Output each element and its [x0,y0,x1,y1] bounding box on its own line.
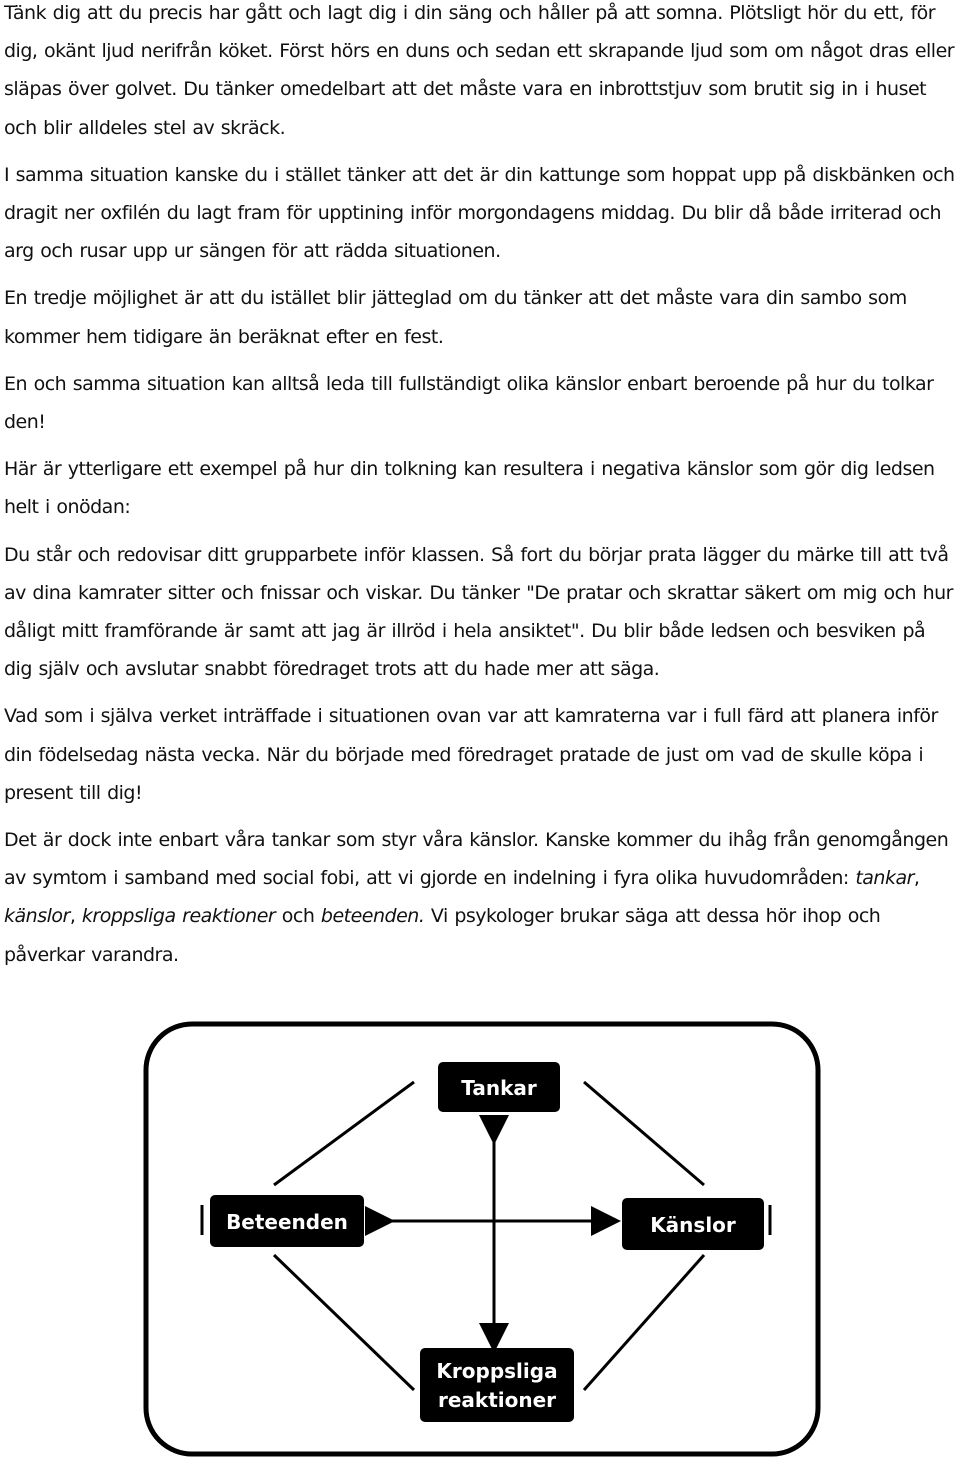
paragraph-8-part1: Det är dock inte enbart våra tankar som styr våra känslor. Kanske kommer du ihåg från genomgången av symtom i samband med social fobi, att vi gjorde en indelning i fyra olika huvudområden: [4,829,949,890]
four-areas-diagram [142,1020,824,1460]
separator-2: , [69,905,82,928]
separator-3: och [275,905,321,928]
paragraph-8 [4,821,958,974]
label-kroppsliga: Kroppsliga [436,1359,558,1383]
term-beteenden: beteenden. [320,905,425,928]
label-reaktioner: reaktioner [437,1388,557,1412]
document-page [4,0,958,989]
separator-1: , [913,867,920,890]
connector-bottom-right [584,1255,704,1390]
label-beteenden: Beteenden [226,1210,348,1234]
term-kroppsliga-reaktioner: kroppsliga reaktioner [81,905,276,928]
paragraph-6: Du står och redovisar ditt grupparbete inför klassen. Så fort du börjar prata lägger du märke till att två av dina kamrater sitter och fnissar och viskar. Du tänker "De pratar och skrattar säkert om mig och hur dåligt mitt framförande är samt att jag är illröd i hela ansiktet". Du blir både ledsen och besviken på dig själv och avslutar snabbt föredraget trots att du hade mer att säga. [4,543,953,681]
paragraph-8-part2: Vi psykologer brukar säga att dessa hör ihop och påverkar varandra. [4,905,881,966]
paragraph-1: Tänk dig att du precis har gått och lagt dig i din säng och håller på att somna. Plötsligt hör du ett, för dig, okänt ljud nerifrån köket. Först hörs en duns och sedan ett skrapande ljud som om något dras eller släpas över golvet. Du tänker omedelbart att det måste vara en inbrottstjuv som brutit sig in i huset och blir alldeles stel av skräck. [4,2,955,139]
label-kanslor: Känslor [650,1213,736,1237]
label-tankar: Tankar [461,1076,537,1100]
connector-bottom-left [274,1255,414,1390]
diagram-svg [142,1020,824,1460]
term-tankar: tankar [855,867,914,890]
paragraph-5: Här är ytterligare ett exempel på hur din tolkning kan resultera i negativa känslor som gör dig ledsen helt i onödan: [4,458,935,519]
paragraph-4: En och samma situation kan alltså leda till fullständigt olika känslor enbart beroende på hur du tolkar den! [4,372,934,434]
connector-top-right [584,1082,704,1185]
connector-top-left [274,1082,414,1185]
term-kanslor: känslor [4,905,70,928]
paragraph-2: I samma situation kanske du i stället tänker att det är din kattunge som hoppat upp på diskbänken och dragit ner oxfilén du lagt fram för upptining inför morgondagens middag. Du blir då både irriterad och arg och rusar upp ur sängen för att rädda situationen. [4,163,955,263]
paragraph-7: Vad som i själva verket inträffade i situationen ovan var att kamraterna var i full färd att planera inför din födelsedag nästa vecka. När du började med föredraget pratade de just om vad de skulle köpa i present till dig! [4,705,938,804]
paragraph-3: En tredje möjlighet är att du istället blir jätteglad om du tänker att det måste vara din sambo som kommer hem tidigare än beräknat efter en fest. [4,287,907,348]
